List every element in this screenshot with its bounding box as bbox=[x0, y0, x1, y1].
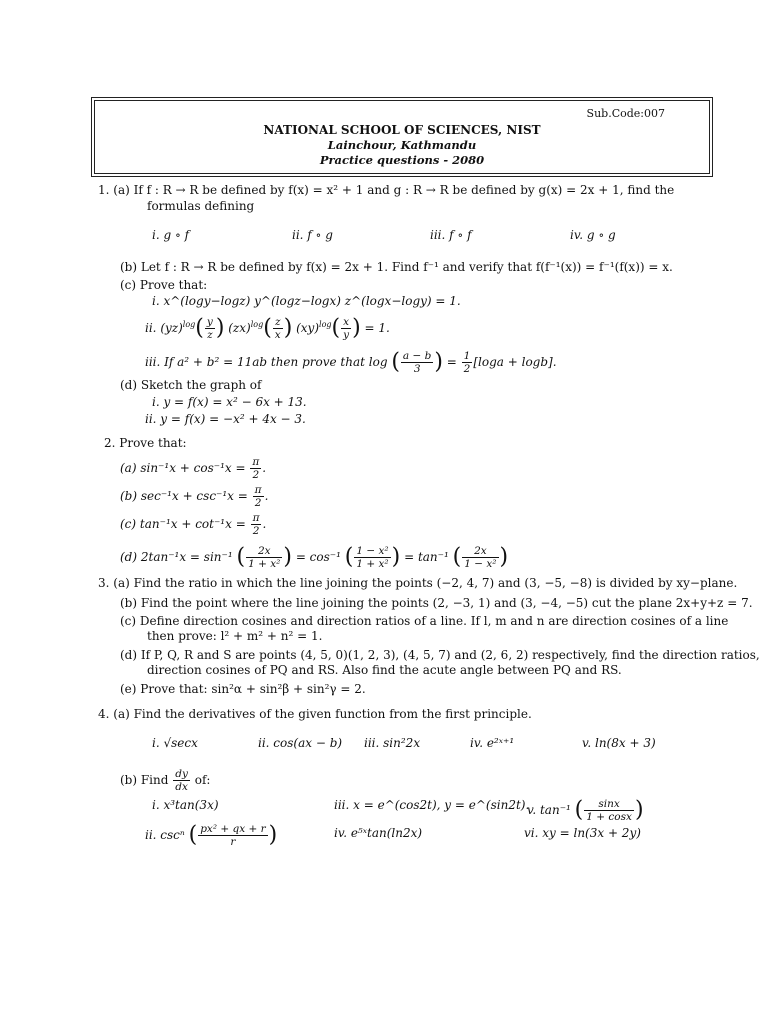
q2c: (c) tan⁻¹x + cot⁻¹x = $\frac{\pi}{2}$ . bbox=[120, 512, 267, 537]
q1a-option-iii: iii. f ∘ f bbox=[430, 228, 472, 242]
q1c: (c) Prove that: bbox=[120, 278, 208, 292]
q2b: (b) sec⁻¹x + csc⁻¹x = $\frac{\pi}{2}$ . bbox=[120, 484, 269, 509]
q1c-iii-label: iii. If a² + b² = 11ab then prove that bbox=[145, 355, 365, 369]
frac-2x-over-1-minus-x2: $\frac{2x}{\text{1 − x²}}$ bbox=[464, 545, 497, 570]
q4a-ii: ii. cos(ax − b) bbox=[258, 736, 343, 750]
q4b-iii: iii. x = e^(cos2t), y = e^(sin2t). bbox=[334, 798, 530, 812]
q2d: (d) 2tan⁻¹x = sin⁻¹ ( $\frac{2x}{\text{1 + x²}}$ ) = cos⁻¹ ( $\frac{\text{1 − x²}}{\text{1 + x²}}$ ) = tan⁻¹ ( $\frac{2x}{\text{1 − x²}}$ ) bbox=[120, 544, 509, 570]
q2-title: 2. Prove that: bbox=[104, 436, 187, 450]
q1a-line2: formulas defining bbox=[147, 199, 255, 213]
paper-subtitle: Practice questions - 2080 bbox=[319, 153, 485, 167]
school-location: Lainchour, Kathmandu bbox=[327, 138, 477, 152]
q1c-ii: ii. (yz)$^{log}$( $\frac{y}{z}$ ) (zx)$^{log}$( $\frac{z}{x}$ ) (xy)$^{log}$( $\frac{x}{y}$ ) = 1. bbox=[145, 315, 390, 341]
frac-1-minus-x2-over-1-plus-x2: $\frac{\text{1 − x²}}{\text{1 + x²}}$ bbox=[356, 545, 389, 570]
q1a-option-ii: ii. f ∘ g bbox=[292, 228, 333, 242]
q1c-i: i. x^(logy−logz) y^(logz−logx) z^(logx−logy) = 1. bbox=[152, 294, 461, 308]
frac-dy-dx: $\frac{dy}{dx}$ bbox=[175, 768, 188, 793]
frac-pi-over-2: $\frac{\pi}{2}$ bbox=[252, 512, 260, 537]
frac-z-over-x: $\frac{z}{x}$ bbox=[274, 316, 281, 341]
q1a-option-iv: iv. g ∘ g bbox=[570, 228, 616, 242]
q1c-iii: iii. If a² + b² = 11ab then prove that log ( $\frac{a - b}{3}$ ) = $\frac{1}{2}$ [loga + logb]. bbox=[145, 349, 557, 375]
q1c-ii-label: ii. bbox=[145, 321, 157, 335]
frac-x-over-y: $\frac{x}{y}$ bbox=[343, 316, 350, 341]
q3c-line1: (c) Define direction cosines and direction ratios of a line. If l, m and n are direction cosines of a line bbox=[120, 614, 729, 628]
frac-pi-over-2: $\frac{\pi}{2}$ bbox=[252, 456, 260, 481]
frac-sinx-over-1-plus-cosx: $\frac{\sin x}{1 + \cos x}$ bbox=[586, 798, 632, 823]
frac-y-over-z: $\frac{y}{z}$ bbox=[206, 316, 213, 341]
q3b: (b) Find the point where the line joining the points (2, −3, 1) and (3, −4, −5) cut the plane 2x+y+z = 7. bbox=[120, 596, 753, 610]
frac-quad-over-r: $\frac{\text{px² + qx + r}}{r}$ bbox=[200, 823, 266, 848]
q1c-ii-tail: = 1. bbox=[364, 321, 390, 335]
q4a-iv: iv. e²ˣ⁺¹ bbox=[470, 736, 515, 750]
q2a: (a) sin⁻¹x + cos⁻¹x = $\frac{\pi}{2}$ . bbox=[120, 456, 267, 481]
q4b-ii: ii. cscⁿ ( $\frac{\text{px² + qx + r}}{r}$ ) bbox=[145, 822, 278, 848]
q4a-i: i. √secx bbox=[152, 736, 198, 750]
frac-2x-over-1-plus-x2: $\frac{2x}{\text{1 + x²}}$ bbox=[248, 545, 281, 570]
q3a: 3. (a) Find the ratio in which the line joining the points (−2, 4, 7) and (3, −5, −8) is divided by xy−plane. bbox=[98, 576, 738, 590]
q4b-iv: iv. e⁵ˣtan(ln2x) bbox=[334, 826, 423, 840]
q4b: (b) Find $\frac{dy}{dx}$ of: bbox=[120, 768, 211, 793]
frac-one-half: $\frac{1}{2}$ bbox=[463, 350, 471, 375]
header-box bbox=[94, 100, 710, 174]
q4b-i: i. x³tan(3x) bbox=[152, 798, 219, 812]
frac-pi-over-2: $\frac{\pi}{2}$ bbox=[254, 484, 262, 509]
q1b: (b) Let f : R → R be defined by f(x) = 2x + 1. Find f⁻¹ and verify that f(f⁻¹(x)) = f⁻¹(f(x)) = x. bbox=[120, 260, 673, 274]
school-name: NATIONAL SCHOOL OF SCIENCES, NIST bbox=[263, 123, 541, 137]
frac-a-minus-b-over-3: $\frac{a - b}{3}$ bbox=[402, 350, 432, 375]
q3c-line2: then prove: l² + m² + n² = 1. bbox=[147, 629, 323, 643]
q1d-i: i. y = f(x) = x² − 6x + 13. bbox=[152, 395, 307, 409]
q4a: 4. (a) Find the derivatives of the given function from the first principle. bbox=[98, 707, 532, 721]
q1a-line1: 1. (a) If f : R → R be defined by f(x) = x² + 1 and g : R → R be defined by g(x) = 2x + 1, find the bbox=[98, 183, 675, 197]
q3d-line2: direction cosines of PQ and RS. Also find the acute angle between PQ and RS. bbox=[147, 663, 622, 677]
sub-code: Sub.Code:007 bbox=[586, 107, 665, 120]
q3e: (e) Prove that: sin²α + sin²β + sin²γ = 2. bbox=[120, 682, 366, 696]
q1d-ii: ii. y = f(x) = −x² + 4x − 3. bbox=[145, 412, 306, 426]
q1c-iii-tail: [loga + logb]. bbox=[473, 355, 557, 369]
q1a-option-i: i. g ∘ f bbox=[152, 228, 190, 242]
q3d-line1: (d) If P, Q, R and S are points (4, 5, 0)(1, 2, 3), (4, 5, 7) and (2, 6, 2) respectively, find the direction ratios, bbox=[120, 648, 760, 662]
q4a-iii: iii. sin²2x bbox=[364, 736, 421, 750]
q4b-v: v. tan⁻¹ ( $\frac{\sin x}{1 + \cos x}$ ) bbox=[527, 797, 644, 823]
q4b-vi: vi. xy = ln(3x + 2y) bbox=[524, 826, 641, 840]
q4a-v: v. ln(8x + 3) bbox=[582, 736, 656, 750]
q1d: (d) Sketch the graph of bbox=[120, 378, 262, 392]
